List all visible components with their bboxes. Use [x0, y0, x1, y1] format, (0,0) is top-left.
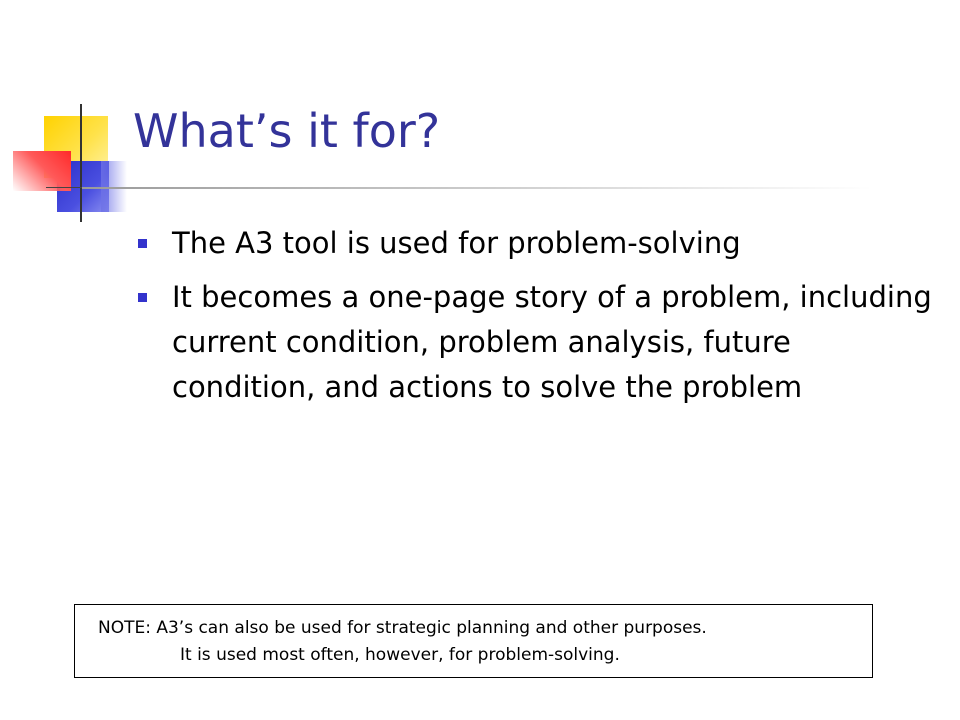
bullet-item — [134, 275, 934, 410]
deco-vertical-line — [80, 104, 82, 222]
bullet-list — [134, 221, 934, 419]
bullet-square-icon — [138, 239, 147, 248]
note-line-2: It is used most often, however, for problem-solving. — [180, 645, 620, 665]
title-underline — [82, 187, 872, 189]
bullet-square-icon — [138, 293, 147, 302]
bullet-text: It becomes a one-page story of a problem, including current condition, problem analysis, future condition, and actions to solve the problem — [172, 280, 932, 404]
bullet-item — [134, 221, 934, 266]
note-box — [74, 604, 873, 678]
note-line-1: NOTE: A3’s can also be used for strategic planning and other purposes. — [98, 618, 707, 638]
bullet-text: The A3 tool is used for problem-solving — [172, 226, 741, 260]
deco-red-square — [13, 151, 71, 191]
corner-decoration — [0, 0, 140, 230]
slide-title: What’s it for? — [133, 104, 441, 158]
